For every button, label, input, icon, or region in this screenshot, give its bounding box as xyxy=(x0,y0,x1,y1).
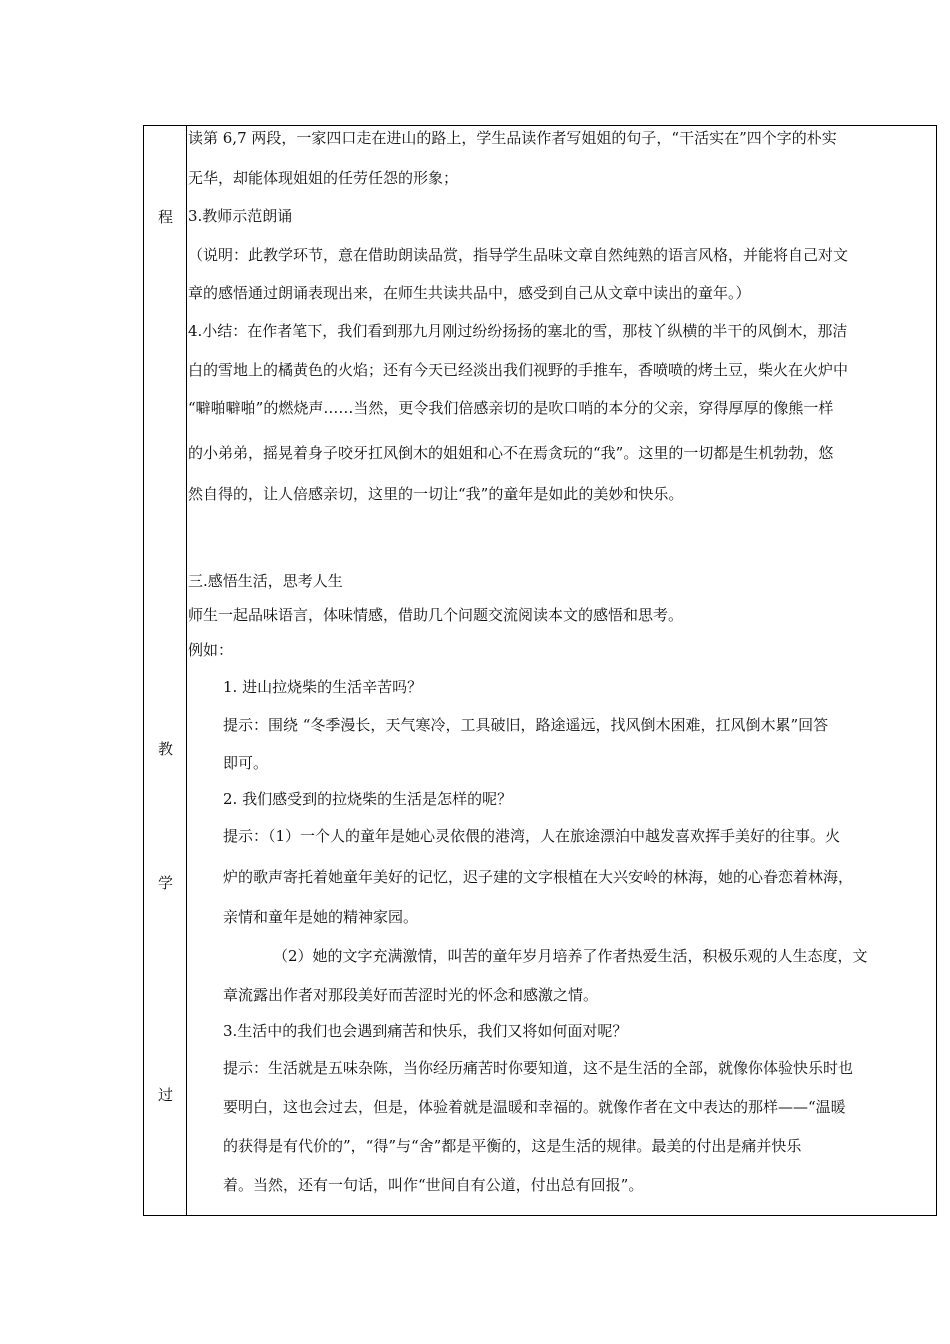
text-line: 章流露出作者对那段美好而苦涩时光的怀念和感激之情。 xyxy=(223,986,599,1004)
hint-3: 提示：生活就是五味杂陈，当你经历痛苦时你要知道，这不是生活的全部，就像你体验快乐时也 xyxy=(223,1059,854,1077)
question-1: 1. 进山拉烧柴的生活辛苦吗？ xyxy=(223,678,423,696)
text-line: 着。当然，还有一句话，叫作“世间自有公道，付出总有回报”。 xyxy=(223,1176,644,1194)
text-line: 白的雪地上的橘黄色的火焰；还有今天已经淡出我们视野的手推车，香喷喷的烤土豆，柴火在火炉中 xyxy=(188,361,849,379)
hint-1: 提示：围绕 “冬季漫长，天气寒冷，工具破旧，路途遥远，找风倒木困难，扛风倒木累”回答 xyxy=(223,716,829,734)
side-label-cheng: 程 xyxy=(157,208,173,226)
side-label-xue: 学 xyxy=(157,874,173,892)
question-3: 3.生活中的我们也会遇到痛苦和快乐，我们又将如何面对呢？ xyxy=(223,1022,628,1040)
text-line: （2）她的文字充满激情，叫苦的童年岁月培养了作者热爱生活，积极乐观的人生态度，文 xyxy=(273,947,868,965)
question-2: 2. 我们感受到的拉烧柴的生活是怎样的呢？ xyxy=(223,790,513,808)
text-line: 炉的歌声寄托着她童年美好的记忆，迟子建的文字根植在大兴安岭的林海，她的心眷恋着林海， xyxy=(223,868,854,886)
side-label-jiao: 教 xyxy=(157,740,173,758)
hint-2: 提示：（1）一个人的童年是她心灵依偎的港湾，人在旅途漂泊中越发喜欢挥手美好的往事。火 xyxy=(223,827,841,845)
text-line: 章的感悟通过朗诵表现出来，在师生共读共品中，感受到自己从文章中读出的童年。） xyxy=(188,284,751,302)
text-line: （说明：此教学环节，意在借助朗读品赏，指导学生品味文章自然纯熟的语言风格，并能将自己对文 xyxy=(188,246,849,264)
text-line: 即可。 xyxy=(223,754,269,772)
section-label-column xyxy=(144,126,187,1215)
text-line: 的获得是有代价的”，“得”与“舍”都是平衡的，这是生活的规律。最美的付出是痛并快乐 xyxy=(223,1137,802,1155)
text-line: 读第 6,7 两段，一家四口走在进山的路上，学生品读作者写姐姐的句子，“干活实在”四个字的朴实 xyxy=(188,129,837,147)
text-line: 要明白，这也会过去，但是，体验着就是温暖和幸福的。就像作者在文中表达的那样——“温暖 xyxy=(223,1098,846,1116)
text-line: “噼啪噼啪”的燃烧声……当然，更令我们倍感亲切的是吹口哨的本分的父亲，穿得厚厚的像熊一样 xyxy=(188,399,834,417)
text-line: 师生一起品味语言，体味情感，借助几个问题交流阅读本文的感悟和思考。 xyxy=(188,606,684,624)
text-line: 然自得的，让人倍感亲切，这里的一切让“我”的童年是如此的美妙和快乐。 xyxy=(188,485,684,503)
text-line: 例如： xyxy=(188,641,234,659)
text-line: 亲情和童年是她的精神家园。 xyxy=(223,908,419,926)
text-line: 无华，却能体现姐姐的任劳任怨的形象； xyxy=(188,169,459,187)
text-line: 3.教师示范朗诵 xyxy=(188,207,293,225)
text-line: 4.小结：在作者笔下，我们看到那九月刚过纷纷扬扬的塞北的雪，那枝丫纵横的半干的风倒木，那洁 xyxy=(188,322,848,340)
text-line: 的小弟弟，摇晃着身子咬牙扛风倒木的姐姐和心不在焉贪玩的“我”。这里的一切都是生机勃勃，悠 xyxy=(188,444,834,462)
side-label-guo: 过 xyxy=(157,1086,173,1104)
section-heading: 三.感悟生活，思考人生 xyxy=(188,572,343,590)
